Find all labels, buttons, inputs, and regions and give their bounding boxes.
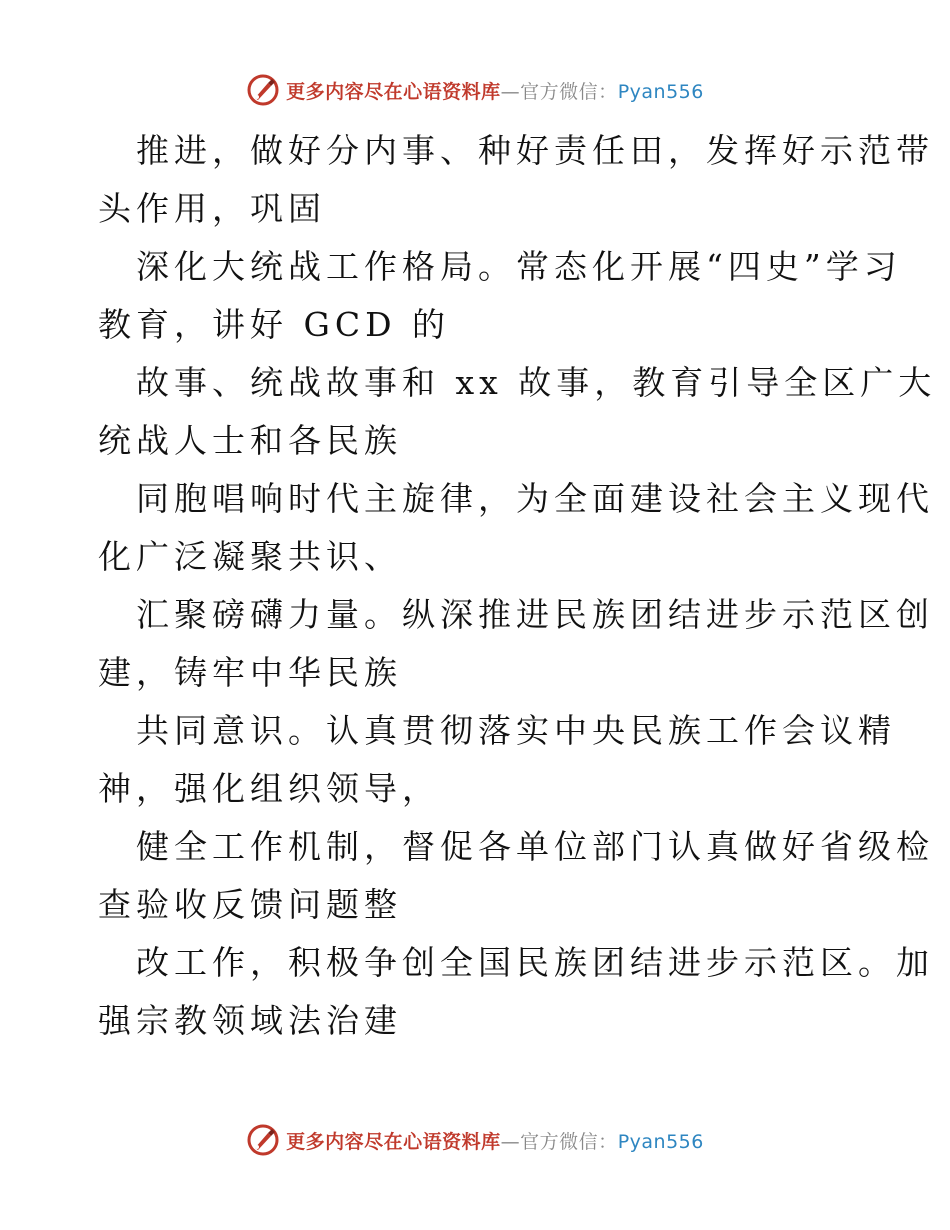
paragraph-line: 改工作，积极争创全国民族团结进步示范区。加 bbox=[136, 943, 934, 982]
pen-logo-icon bbox=[246, 1123, 280, 1157]
paragraph-line: 神，强化组织领导， bbox=[98, 769, 440, 808]
watermark-wechat-id: Pyan556 bbox=[617, 80, 704, 103]
paragraph-line: 深化大统战工作格局。常态化开展“四史”学习 bbox=[136, 247, 902, 286]
watermark-text bbox=[286, 1127, 704, 1154]
watermark-wechat-id: Pyan556 bbox=[617, 1130, 704, 1153]
watermark-site-name: 更多内容尽在心语资料库 bbox=[286, 1130, 501, 1153]
paragraph-line: 健全工作机制，督促各单位部门认真做好省级检 bbox=[136, 827, 934, 866]
paragraph-line: 统战人士和各民族 bbox=[98, 421, 402, 460]
paragraph-line: 故事、统战故事和 xx 故事，教育引导全区广大 bbox=[136, 363, 937, 402]
pen-logo-icon bbox=[246, 73, 280, 107]
footer-watermark bbox=[0, 1120, 950, 1160]
paragraph-line: 汇聚磅礴力量。纵深推进民族团结进步示范区创 bbox=[136, 595, 934, 634]
watermark-text bbox=[286, 77, 704, 104]
watermark-site-name: 更多内容尽在心语资料库 bbox=[286, 80, 501, 103]
paragraph-line: 建，铸牢中华民族 bbox=[98, 653, 402, 692]
header-watermark bbox=[0, 70, 950, 110]
document-body bbox=[98, 122, 937, 1050]
paragraph-line: 查验收反馈问题整 bbox=[98, 885, 402, 924]
watermark-wechat-label: 官方微信： bbox=[520, 1130, 618, 1153]
paragraph-line: 强宗教领域法治建 bbox=[98, 1001, 402, 1040]
watermark-dash: — bbox=[500, 1130, 521, 1153]
paragraph-line: 教育，讲好 GCD 的 bbox=[98, 305, 451, 344]
paragraph-line: 推进，做好分内事、种好责任田，发挥好示范带 bbox=[136, 131, 934, 170]
watermark-wechat-label: 官方微信： bbox=[520, 80, 618, 103]
paragraph-line: 共同意识。认真贯彻落实中央民族工作会议精 bbox=[136, 711, 896, 750]
paragraph-line: 同胞唱响时代主旋律，为全面建设社会主义现代 bbox=[136, 479, 934, 518]
paragraph-line: 头作用，巩固 bbox=[98, 189, 326, 228]
paragraph-line: 化广泛凝聚共识、 bbox=[98, 537, 402, 576]
watermark-dash: — bbox=[500, 80, 521, 103]
